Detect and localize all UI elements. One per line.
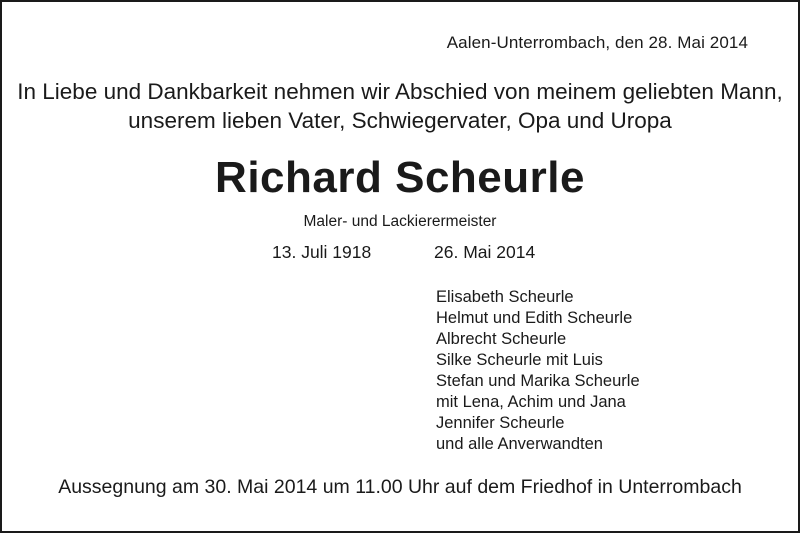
deceased-profession: Maler- und Lackierermeister — [303, 213, 497, 230]
mourner-item: Stefan und Marika Scheurle — [436, 372, 640, 390]
mourner-item: Helmut und Edith Scheurle — [436, 309, 633, 327]
mourner-item: mit Lena, Achim und Jana — [436, 393, 626, 411]
intro-line-2: unserem lieben Vater, Schwiegervater, Opa und Uropa — [128, 108, 672, 133]
intro-text — [2, 77, 798, 135]
mourner-item: Silke Scheurle mit Luis — [436, 351, 603, 369]
birth-date: 13. Juli 1918 — [272, 242, 372, 262]
mourner-item: Jennifer Scheurle — [436, 414, 565, 432]
death-date: 26. Mai 2014 — [434, 242, 536, 262]
place-date-line: Aalen-Unterrombach, den 28. Mai 2014 — [446, 33, 748, 52]
deceased-name: Richard Scheurle — [215, 153, 585, 202]
mourners-list — [436, 287, 640, 455]
mourner-item: Elisabeth Scheurle — [436, 288, 574, 306]
funeral-notice: Aussegnung am 30. Mai 2014 um 11.00 Uhr auf dem Friedhof in Unterrombach — [58, 476, 742, 498]
mourner-item: und alle Anverwandten — [436, 435, 603, 453]
intro-line-1: In Liebe und Dankbarkeit nehmen wir Abschied von meinem geliebten Mann, — [17, 79, 783, 104]
mourner-item: Albrecht Scheurle — [436, 330, 567, 348]
